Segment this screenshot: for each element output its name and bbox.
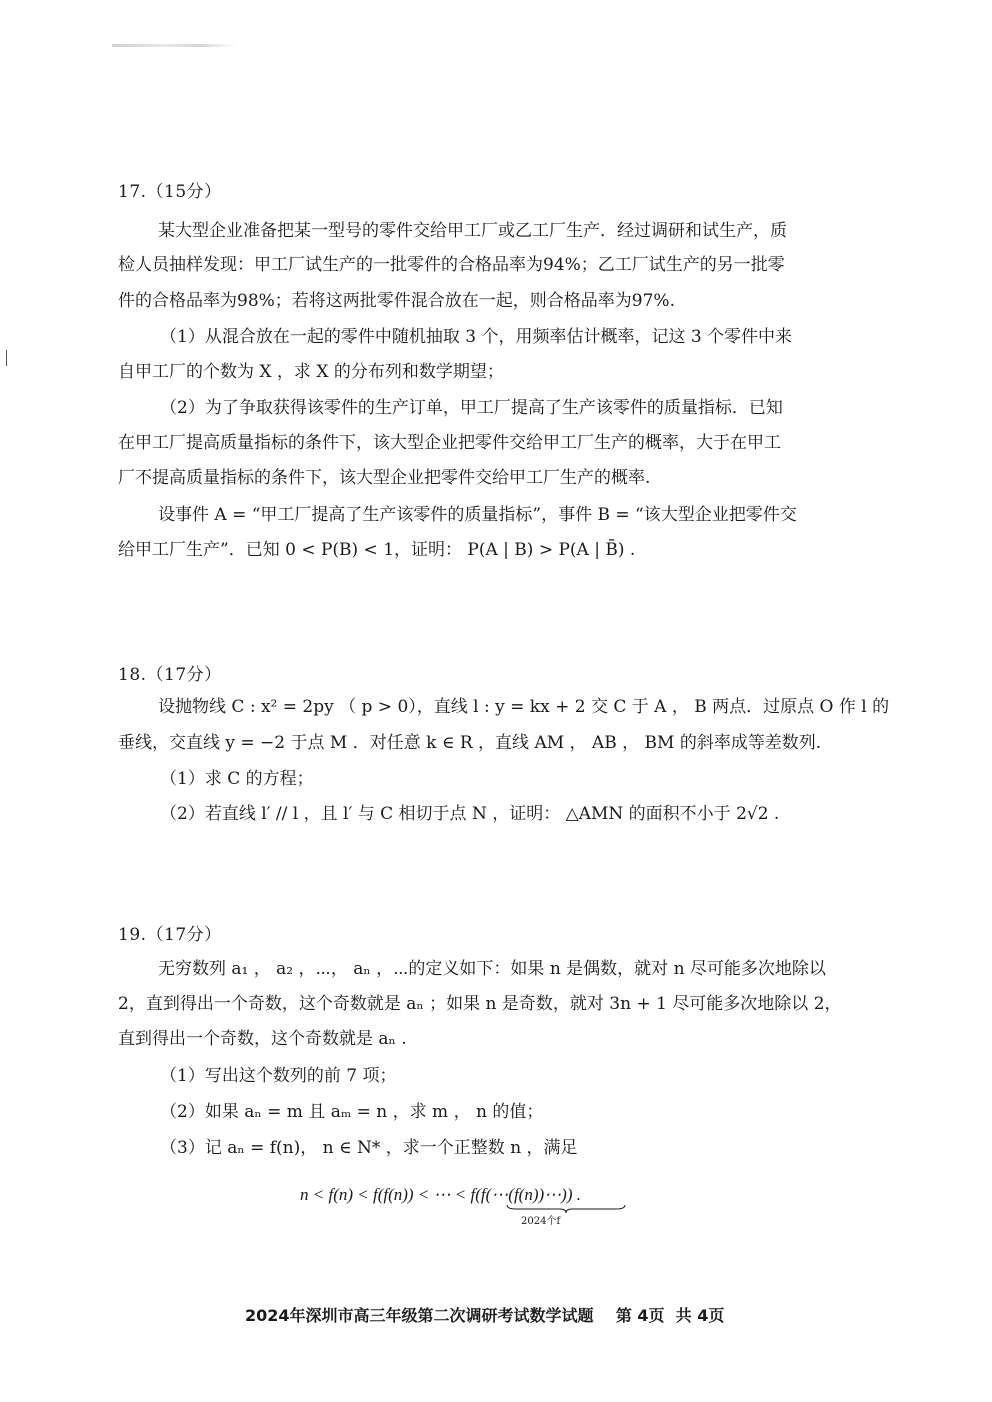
scan-smudge bbox=[112, 44, 237, 47]
q19-line-2: 2，直到得出一个奇数，这个奇数就是 aₙ ；如果 n 是奇数，就对 3n + 1 尽可能多次地除以 2， bbox=[118, 994, 842, 1014]
q17-header: 17.（15分） bbox=[118, 182, 222, 202]
q19-line-3: 直到得出一个奇数，这个奇数就是 aₙ . bbox=[118, 1029, 407, 1049]
q18-line-1: 设抛物线 C : x² = 2py （ p > 0），直线 l : y = kx + 2 交 C 于 A ， B 两点．过原点 O 作 l 的 bbox=[158, 697, 890, 717]
q18-header: 18.（17分） bbox=[118, 665, 222, 685]
q19-part2: （2）如果 aₙ = m 且 aₘ = n ，求 m ， n 的值； bbox=[160, 1102, 544, 1122]
q17-intro-line-3: 件的合格品率为98%；若将这两批零件混合放在一起，则合格品率为97%. bbox=[118, 291, 675, 311]
q19-formula: n < f(n) < f(f(n)) < ⋯ < f(f(⋯(f(n))⋯)) . bbox=[300, 1185, 581, 1204]
q17-part2-line-3: 厂不提高质量指标的条件下，该大型企业把零件交给甲工厂生产的概率. bbox=[118, 468, 651, 488]
q19-part3: （3）记 aₙ = f(n)， n ∈ N* ，求一个正整数 n ，满足 bbox=[160, 1138, 578, 1158]
q18-part2: （2）若直线 l′ // l ，且 l′ 与 C 相切于点 N ，证明： △AMN 的面积不小于 2√2 . bbox=[160, 804, 780, 824]
q17-event-line-2: 给甲工厂生产”．已知 0 < P(B) < 1，证明： P(A | B) > P(A | B̄) . bbox=[118, 540, 636, 560]
q17-part2-line-2: 在甲工厂提高质量指标的条件下，该大型企业把零件交给甲工厂生产的概率，大于在甲工 bbox=[118, 433, 781, 453]
q19-line-1: 无穷数列 a₁ ， a₂ ，⋯， aₙ ，⋯的定义如下：如果 n 是偶数，就对 n 尽可能多次地除以 bbox=[158, 959, 826, 979]
q19-header: 19.（17分） bbox=[118, 925, 222, 945]
q18-line-2: 垂线，交直线 y = −2 于点 M ．对任意 k ∈ R ，直线 AM ， AB ， BM 的斜率成等差数列. bbox=[118, 733, 822, 753]
q17-part1-line-1: （1）从混合放在一起的零件中随机抽取 3 个，用频率估计概率，记这 3 个零件中来 bbox=[160, 327, 793, 347]
q17-event-line-1: 设事件 A = “甲工厂提高了生产该零件的质量指标”，事件 B = “该大型企业把零件交 bbox=[158, 505, 797, 525]
q19-part1: （1）写出这个数列的前 7 项； bbox=[160, 1066, 397, 1086]
q17-part2-line-1: （2）为了争取获得该零件的生产订单，甲工厂提高了生产该零件的质量指标．已知 bbox=[160, 398, 783, 418]
brace-label: 2024个f bbox=[521, 1216, 561, 1227]
q17-intro-line-1: 某大型企业准备把某一型号的零件交给甲工厂或乙工厂生产．经过调研和试生产，质 bbox=[158, 221, 787, 241]
q18-part1: （1）求 C 的方程； bbox=[160, 769, 314, 789]
page-footer: 2024年深圳市高三年级第二次调研考试数学试题 第 4页 共 4页 bbox=[245, 1306, 725, 1325]
q17-intro-line-2: 检人员抽样发现：甲工厂试生产的一批零件的合格品率为94%；乙工厂试生产的另一批零 bbox=[118, 255, 785, 275]
q17-part1-line-2: 自甲工厂的个数为 X ，求 X 的分布列和数学期望； bbox=[118, 362, 504, 382]
scan-mark bbox=[6, 350, 7, 366]
